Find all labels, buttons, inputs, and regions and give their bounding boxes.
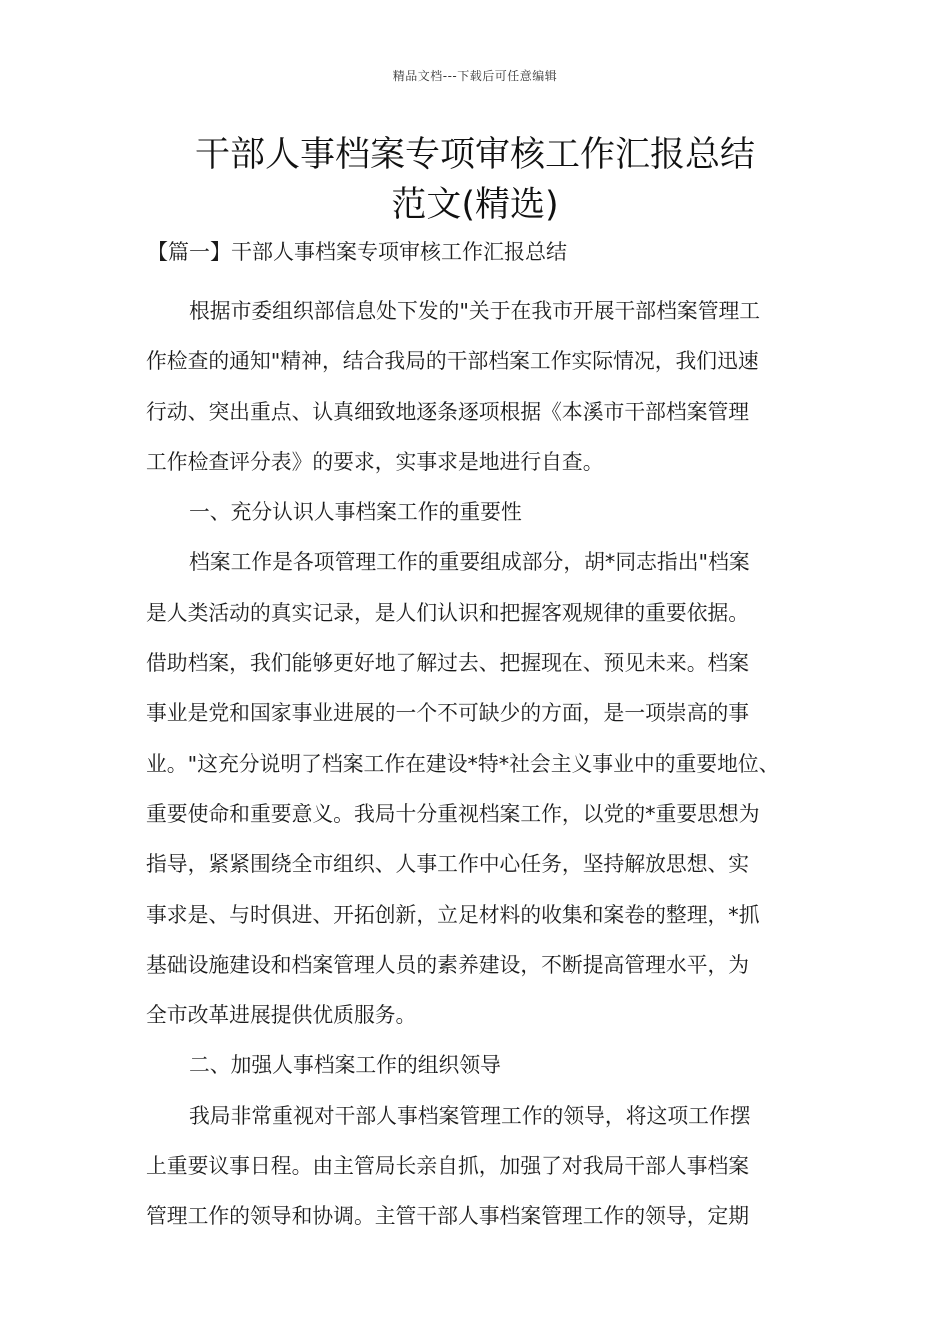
subsection-heading bbox=[146, 1040, 826, 1090]
paragraph-line: 行动、突出重点、认真细致地逐条逐项根据《本溪市干部档案管理 bbox=[146, 399, 750, 424]
section-heading: 【篇一】干部人事档案专项审核工作汇报总结 bbox=[147, 240, 567, 264]
paragraph bbox=[146, 537, 826, 1040]
document-title-line-2: 范文(精选) bbox=[391, 185, 559, 225]
paragraph-line: 是人类活动的真实记录，是人们认识和把握客观规律的重要依据。 bbox=[146, 600, 750, 625]
paragraph-line: 管理工作的领导和协调。主管干部人事档案管理工作的领导，定期 bbox=[146, 1204, 750, 1229]
paragraph-line: 根据市委组织部信息处下发的"关于在我市开展干部档案管理工 bbox=[189, 299, 761, 323]
paragraph-line: 上重要议事日程。由主管局长亲自抓，加强了对我局干部人事档案 bbox=[146, 1154, 750, 1179]
paragraph bbox=[146, 286, 826, 487]
paragraph-line: 重要使命和重要意义。我局十分重视档案工作，以党的*重要思想为 bbox=[146, 801, 760, 826]
document-title-line-1: 干部人事档案专项审核工作汇报总结 bbox=[194, 135, 755, 175]
header-note: 精品文档---下载后可任意编辑 bbox=[392, 69, 558, 83]
paragraph-line: 全市改革进展提供优质服务。 bbox=[146, 1003, 417, 1028]
paragraph bbox=[146, 1091, 826, 1242]
paragraph-line: 工作检查评分表》的要求，实事求是地进行自查。 bbox=[146, 449, 604, 474]
paragraph-line: 指导，紧紧围绕全市组织、人事工作中心任务，坚持解放思想、实 bbox=[146, 852, 750, 877]
paragraph-line: 二、加强人事档案工作的组织领导 bbox=[189, 1053, 501, 1078]
paragraph-line: 借助档案，我们能够更好地了解过去、把握现在、预见未来。档案 bbox=[146, 651, 750, 676]
paragraph-line: 事求是、与时俱进、开拓创新，立足材料的收集和案卷的整理，*抓 bbox=[146, 902, 760, 927]
paragraph-line: 档案工作是各项管理工作的重要组成部分，胡*同志指出"档案 bbox=[189, 550, 750, 575]
paragraph-line: 作检查的通知"精神，结合我局的干部档案工作实际情况，我们迅速 bbox=[146, 349, 759, 374]
paragraph-line: 一、充分认识人事档案工作的重要性 bbox=[189, 500, 522, 525]
document-body bbox=[146, 286, 826, 1242]
paragraph-line: 我局非常重视对干部人事档案管理工作的领导，将这项工作摆 bbox=[189, 1103, 751, 1128]
paragraph-line: 基础设施建设和档案管理人员的素养建设，不断提高管理水平，为 bbox=[146, 952, 750, 977]
subsection-heading bbox=[146, 487, 826, 537]
paragraph-line: 事业是党和国家事业进展的一个不可缺少的方面，是一项崇高的事 bbox=[146, 701, 750, 726]
paragraph-line: 业。"这充分说明了档案工作在建设*特*社会主义事业中的重要地位、 bbox=[146, 751, 780, 776]
